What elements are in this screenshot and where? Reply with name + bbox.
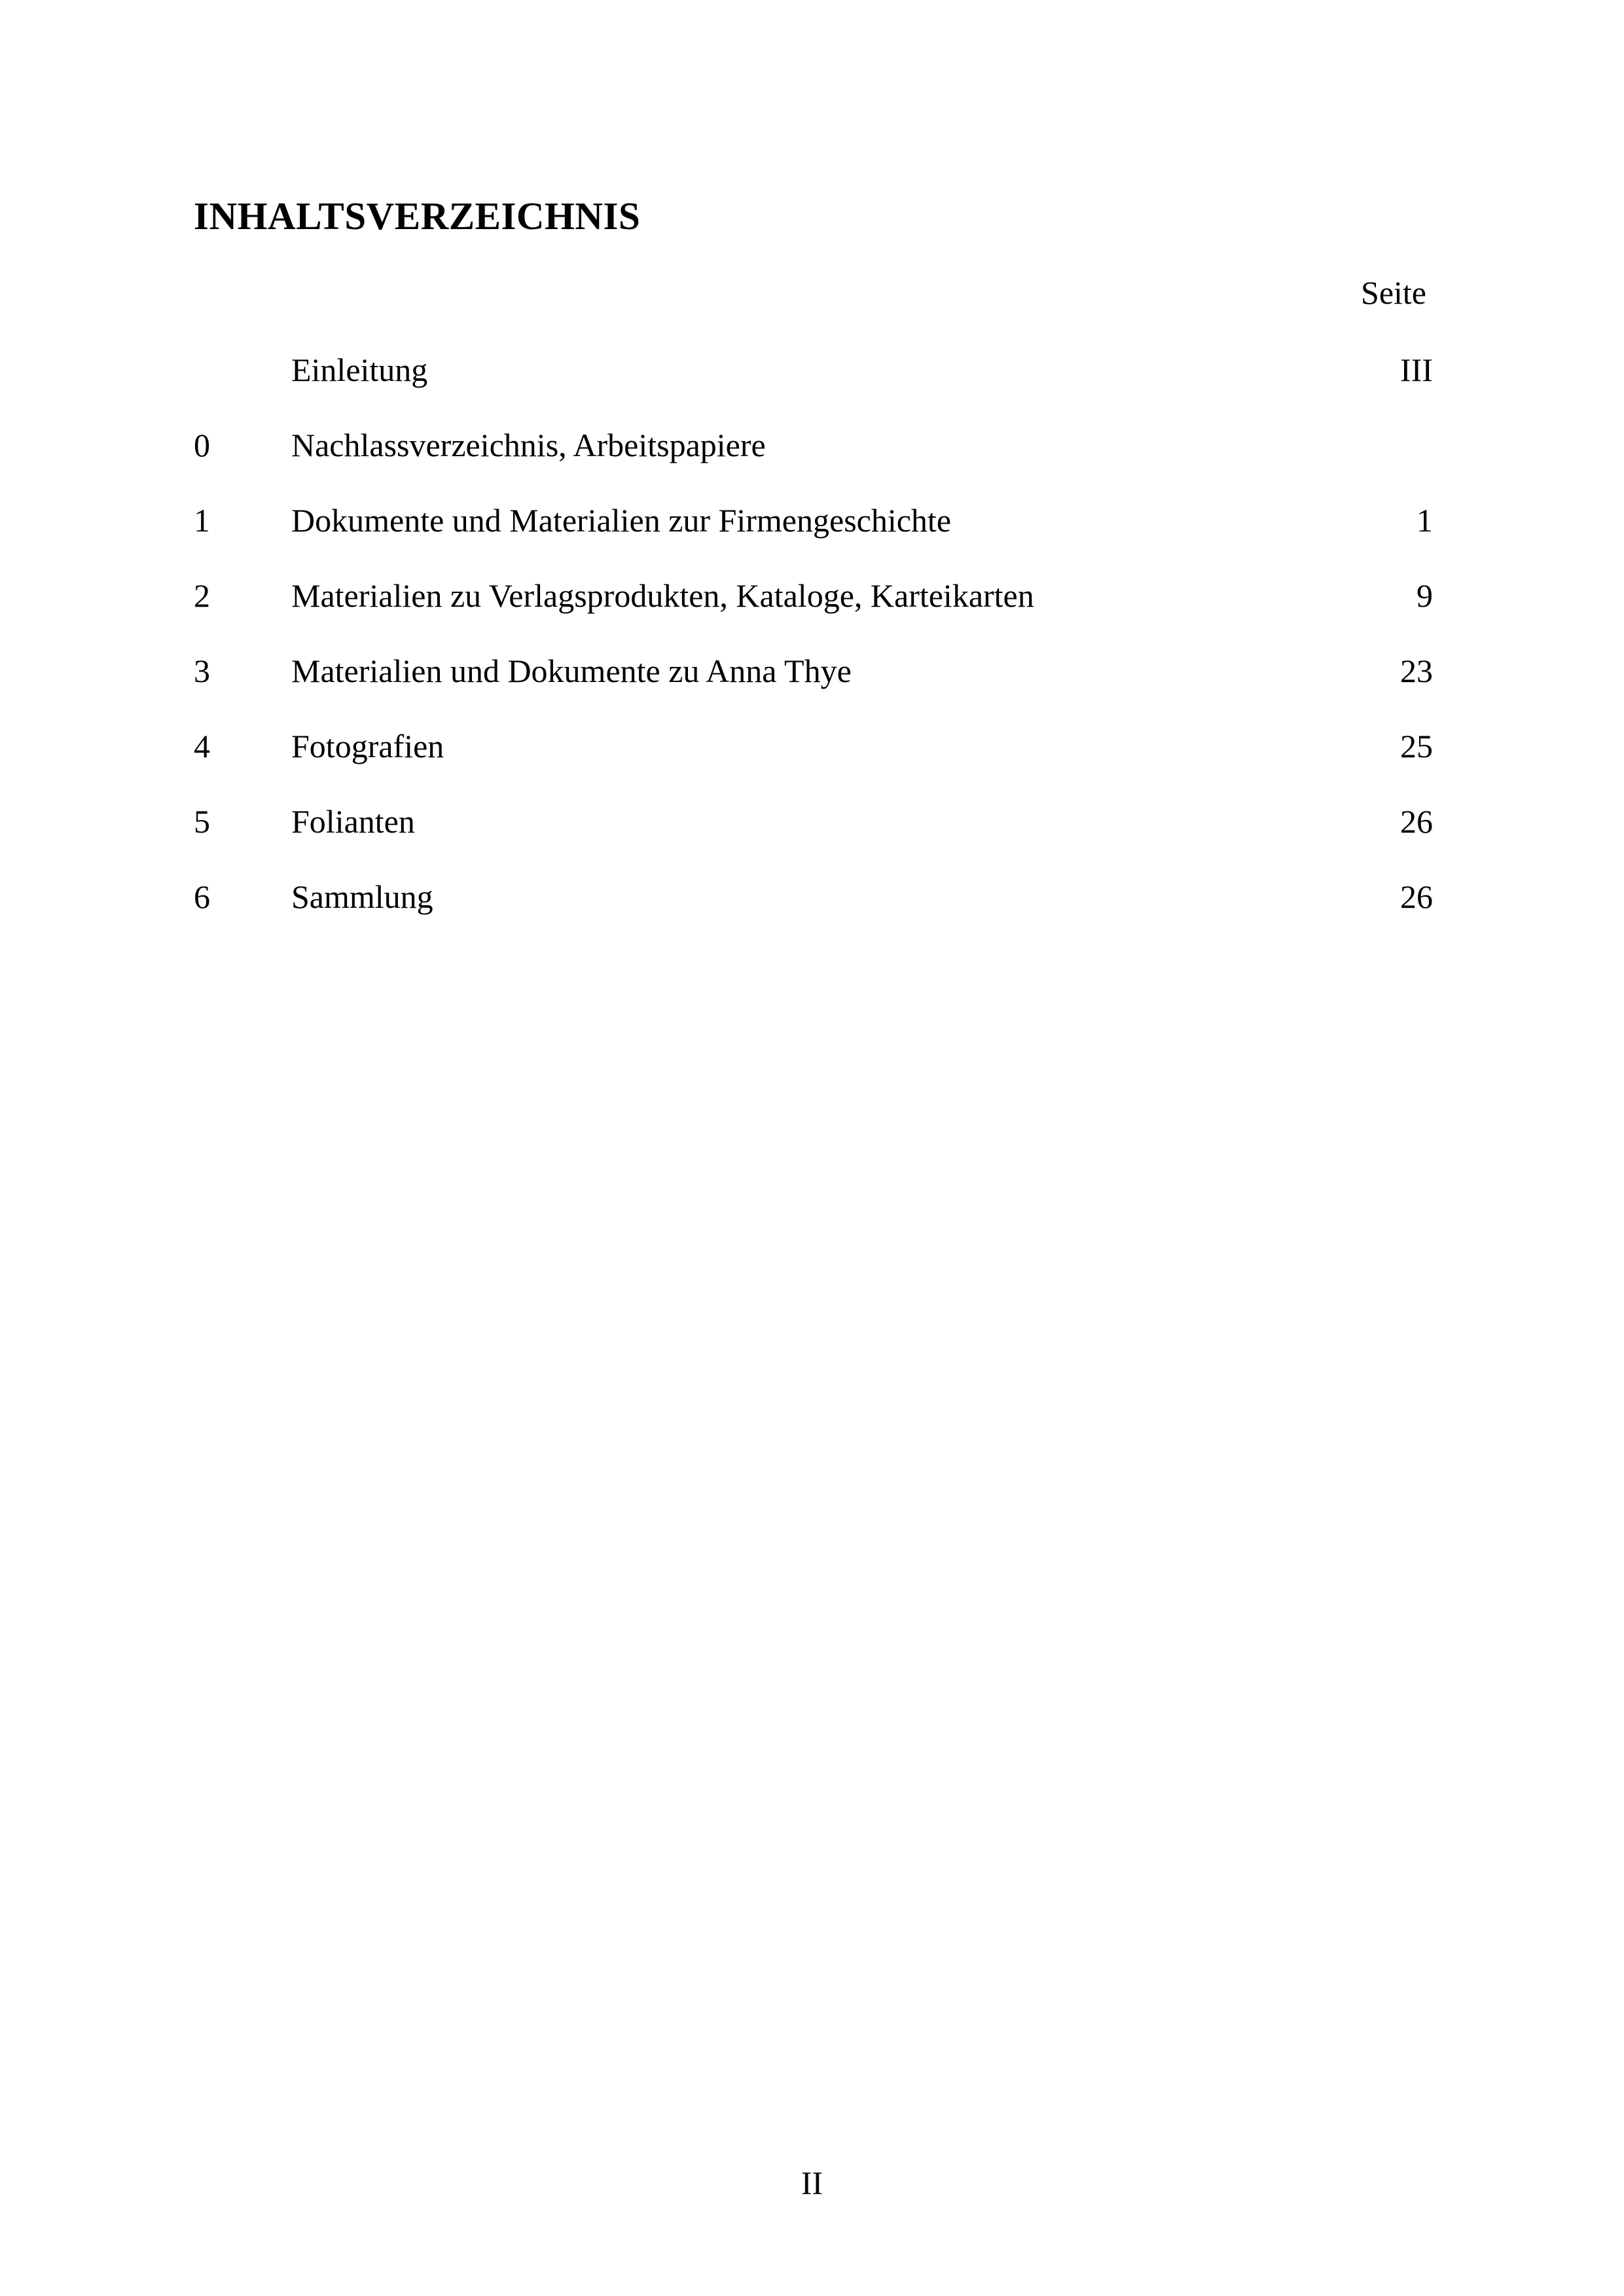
toc-entry-number: 2 (194, 577, 210, 614)
toc-entry-number: 0 (194, 427, 210, 463)
toc-entry-page: 23 (1400, 653, 1433, 689)
toc-entry-number: 6 (194, 878, 210, 915)
toc-entry-page: 1 (1416, 502, 1433, 539)
toc-entry-label: Fotografien (291, 728, 444, 764)
toc-entry-2[interactable] (0, 573, 1624, 619)
toc-entry-1[interactable] (0, 497, 1624, 543)
toc-entry-label: Sammlung (291, 878, 433, 915)
toc-entry-page: 26 (1400, 878, 1433, 915)
toc-entry-number: 3 (194, 653, 210, 689)
toc-entry-label: Dokumente und Materialien zur Firmengeschichte (291, 502, 952, 539)
toc-entry-label: Nachlassverzeichnis, Arbeitspapiere (291, 427, 766, 463)
page-number: II (801, 2164, 823, 2201)
toc-entry-page: 9 (1416, 577, 1433, 614)
page-title: INHALTSVERZEICHNIS (194, 194, 641, 238)
toc-entry-6[interactable] (0, 874, 1624, 920)
toc-entry-number: 4 (194, 728, 210, 764)
toc-entry-3[interactable] (0, 648, 1624, 694)
toc-entry-0[interactable] (0, 422, 1624, 468)
toc-entry-label: Einleitung (291, 351, 428, 388)
toc-entry-label: Materialien und Dokumente zu Anna Thye (291, 653, 852, 689)
toc-entry-page: 25 (1400, 728, 1433, 764)
toc-entry-einleitung[interactable] (0, 347, 1624, 393)
toc-entry-label: Materialien zu Verlagsprodukten, Kataloge, Karteikarten (291, 577, 1034, 614)
page-column-header: Seite (1361, 274, 1426, 311)
toc-entry-page: 26 (1400, 803, 1433, 840)
toc-entry-5[interactable] (0, 798, 1624, 844)
toc-entry-label: Folianten (291, 803, 415, 840)
toc-entry-number: 1 (194, 502, 210, 539)
toc-entry-4[interactable] (0, 723, 1624, 769)
toc-entry-number: 5 (194, 803, 210, 840)
toc-entry-page: III (1400, 351, 1433, 388)
